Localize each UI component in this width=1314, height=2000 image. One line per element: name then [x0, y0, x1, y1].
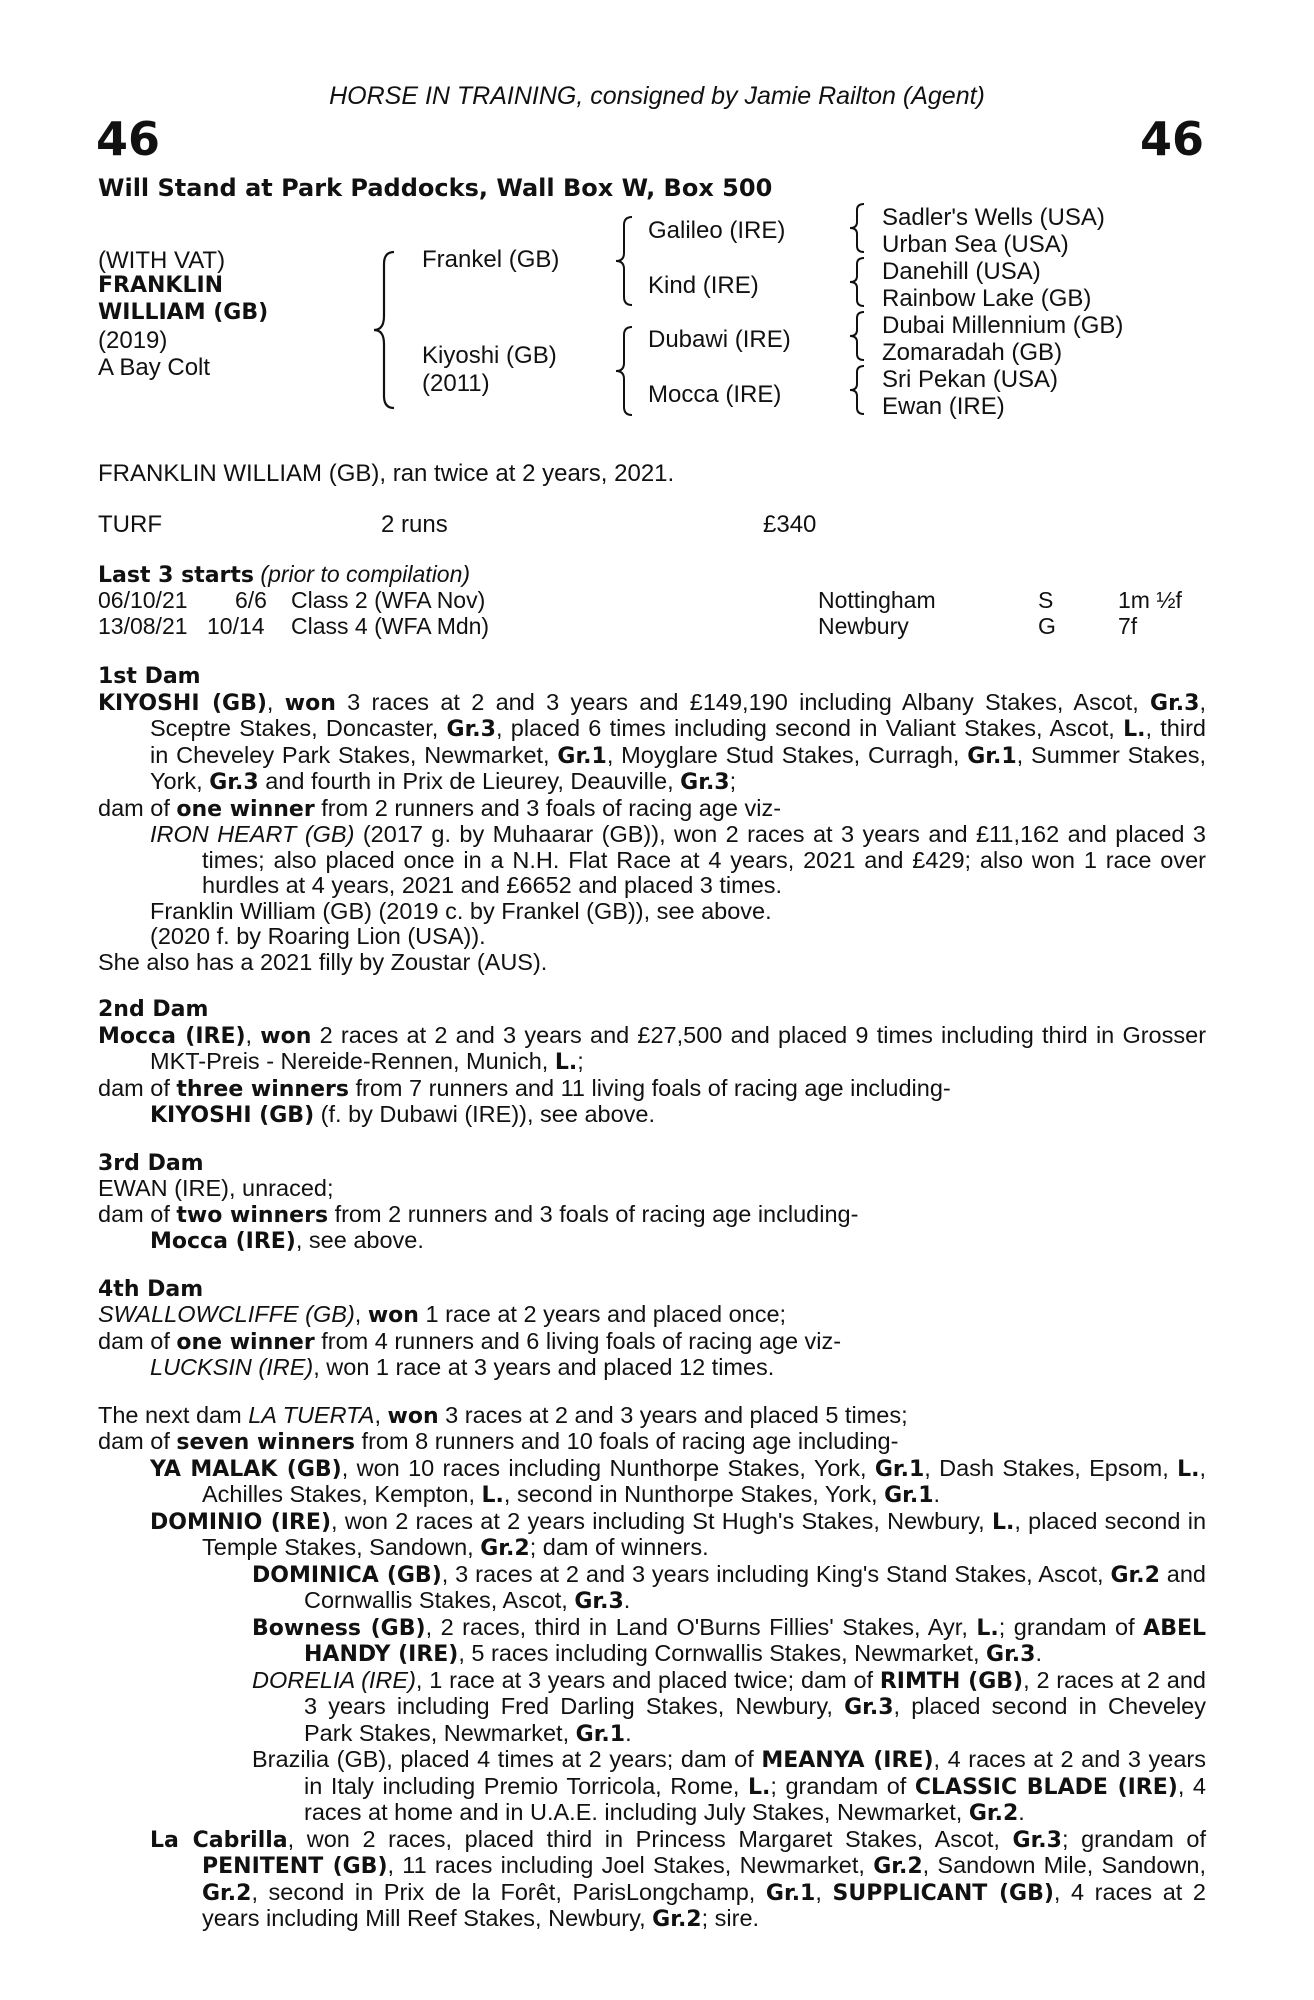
text: , won 2 races at 2 years including St Hugh's Stakes, Newbury,: [331, 1507, 992, 1534]
produce-name: PENITENT (GB): [202, 1854, 388, 1879]
produce-name: Mocca (IRE): [150, 1229, 296, 1254]
produce-name: CLASSIC BLADE (IRE): [914, 1774, 1178, 1800]
text: , Dash Stakes, Epsom,: [924, 1454, 1178, 1481]
dam4-section: [98, 1277, 1206, 1381]
run-row: [98, 588, 1206, 614]
produce-name: LUCKSIN (IRE): [150, 1354, 314, 1380]
text: from 2 runners and 3 foals of racing age including-: [328, 1200, 859, 1227]
text: from 8 runners and 10 foals of racing age including-: [355, 1428, 899, 1454]
winners-count: three winners: [176, 1076, 349, 1102]
text: , placed second in Temple Stakes, Sandown,: [202, 1507, 1207, 1560]
text: and fourth in Prix de Lieurey, Deauville,: [258, 768, 681, 794]
text: , Sceptre Stakes, Doncaster,: [150, 688, 1206, 741]
next-dam-produce-line: [98, 1429, 1206, 1456]
dam3-produce-line: [98, 1202, 1206, 1229]
run-row: [98, 614, 1206, 640]
text: dam of: [98, 1200, 177, 1227]
text: ,: [266, 688, 285, 715]
race-summary: FRANKLIN WILLIAM (GB), ran twice at 2 years, 2021.: [98, 460, 675, 487]
produce-entry: [98, 1615, 1206, 1668]
text: dam of: [98, 1074, 177, 1101]
grade-label: Gr.2: [873, 1854, 923, 1879]
produce-entry: Franklin William (GB) (2019 c. by Frankel (GB)), see above.: [150, 897, 772, 924]
grade-label: Gr.2: [202, 1880, 252, 1906]
text: 2 races at 2 and 3 years and £27,500 and placed 9 times including third in Grosser MKT-Preis - Nereide-Rennen, Munich,: [150, 1021, 1207, 1074]
grade-label: Gr.1: [884, 1483, 934, 1508]
run-course: Newbury: [818, 612, 909, 639]
run-position: 6/6: [235, 587, 267, 613]
text: .: [625, 1719, 632, 1746]
produce-entry: [98, 1509, 1206, 1562]
run-going: S: [1038, 587, 1054, 613]
text: , placed second in Cheveley Park Stakes, Newmarket,: [304, 1693, 1206, 1746]
text: , 2 races, third in Land O'Burns Fillies' Stakes, Ayr,: [425, 1613, 977, 1640]
g3-ancestor-7: Sri Pekan (USA): [882, 366, 1059, 393]
sire-sire: Galileo (IRE): [648, 217, 786, 244]
family-section: [98, 664, 1206, 1933]
run-race: Class 2 (WFA Nov): [291, 587, 486, 613]
text: 3 races at 2 and 3 years and placed 5 times;: [438, 1401, 908, 1428]
pedigree-brace-g3-1: [846, 202, 868, 254]
text: ;: [577, 1048, 584, 1074]
text: , placed 6 times including second in Valiant Stakes, Ascot,: [495, 715, 1124, 741]
pedigree-brace-dam: [612, 325, 636, 417]
winners-count: one winner: [176, 796, 315, 822]
grade-label: Gr.3: [986, 1642, 1036, 1667]
text: , 5 races including Cornwallis Stakes, Newmarket,: [458, 1640, 987, 1666]
horse-name-line2: WILLIAM (GB): [98, 300, 269, 325]
text: , Moyglare Stud Stakes, Curragh,: [606, 741, 968, 768]
text: , won 1 race at 3 years and placed 12 times.: [313, 1354, 775, 1380]
g3-ancestor-8: Ewan (IRE): [882, 393, 1005, 420]
next-dam-name: LA TUERTA: [248, 1401, 375, 1428]
text: , won 2 races, placed third in Princess Margaret Stakes, Ascot,: [287, 1825, 1013, 1852]
dam2-heading: 2nd Dam: [98, 997, 209, 1022]
text: ; grandam of: [998, 1613, 1144, 1640]
consignment-header: HORSE IN TRAINING, consigned by Jamie Railton (Agent): [329, 82, 985, 110]
text: ,: [245, 1021, 261, 1048]
produce-name: SUPPLICANT (GB): [832, 1880, 1054, 1906]
text: , 3 races at 2 and 3 years including King's Stand Stakes, Ascot,: [441, 1560, 1111, 1587]
dam3-record: EWAN (IRE), unraced;: [98, 1175, 334, 1201]
run-race: Class 4 (WFA Mdn): [291, 612, 490, 639]
text: , 11 races including Joel Stakes, Newmarket,: [387, 1852, 874, 1878]
g3-ancestor-3: Danehill (USA): [882, 258, 1041, 285]
text: , 4 races at 2 years including Mill Reef Stakes, Newbury,: [202, 1878, 1206, 1931]
dam-year: (2011): [422, 370, 490, 397]
produce-entry: [98, 1747, 1206, 1827]
text: , 4 races at 2 and 3 years in Italy including Premio Torricola, Rome,: [304, 1746, 1207, 1799]
produce-name: La Cabrilla: [150, 1827, 288, 1853]
last-starts-note: (prior to compilation): [254, 561, 471, 587]
pedigree-brace-g3-2: [846, 256, 868, 308]
g3-ancestor-5: Dubai Millennium (GB): [882, 312, 1124, 339]
lot-number-left: 46: [96, 112, 161, 166]
run-distance: 7f: [1118, 612, 1138, 639]
horse-name-line1: FRANKLIN: [98, 273, 224, 298]
g3-ancestor-2: Urban Sea (USA): [882, 231, 1069, 258]
grade-label: Gr.3: [1150, 690, 1200, 716]
grade-label: L.: [554, 1050, 578, 1075]
produce-entry: [98, 1456, 1206, 1509]
produce-name: ABEL HANDY (IRE): [304, 1615, 1207, 1667]
text: 3 races at 2 and 3 years and £149,190 including Albany Stakes, Ascot,: [335, 688, 1151, 715]
g3-ancestor-1: Sadler's Wells (USA): [882, 204, 1105, 231]
grade-label: Gr.1: [765, 1880, 816, 1906]
grade-label: Gr.2: [968, 1801, 1019, 1826]
dam2-produce-line: [98, 1076, 1206, 1103]
text: , 1 race at 3 years and placed twice; dam of: [415, 1666, 880, 1693]
grade-label: L.: [747, 1774, 771, 1800]
text: , Sandown Mile, Sandown,: [922, 1852, 1206, 1878]
grade-label: Gr.1: [874, 1456, 925, 1482]
grade-label: L.: [1123, 717, 1146, 742]
grade-label: L.: [1177, 1456, 1200, 1482]
dam-dam: Mocca (IRE): [648, 381, 782, 408]
text: dam of: [98, 1428, 177, 1454]
grade-label: Gr.3: [574, 1589, 624, 1614]
text: , second in Nunthorpe Stakes, York,: [503, 1481, 885, 1507]
text: The next dam: [98, 1401, 249, 1428]
dam1-section: [98, 664, 1206, 975]
winners-count: two winners: [176, 1202, 329, 1228]
stand-location: Will Stand at Park Paddocks, Wall Box W, Box 500: [98, 174, 773, 202]
won-label: won: [387, 1403, 439, 1429]
text: , 2 races at 2 and 3 years including Fred Darling Stakes, Newbury,: [304, 1666, 1206, 1719]
produce-name: DOMINIO (IRE): [150, 1509, 332, 1535]
won-label: won: [284, 690, 336, 716]
g3-ancestor-4: Rainbow Lake (GB): [882, 285, 1092, 312]
sire-name: Frankel (GB): [422, 246, 560, 273]
text: dam of: [98, 794, 177, 821]
g3-ancestor-6: Zomaradah (GB): [882, 339, 1063, 366]
produce-entry: [98, 1562, 1206, 1615]
grade-label: Gr.3: [680, 770, 730, 795]
run-date: 13/08/21: [98, 612, 188, 639]
pedigree-brace-main: [370, 250, 400, 410]
text: ; sire.: [701, 1905, 760, 1931]
produce-entry: [98, 1355, 1206, 1381]
run-position: 10/14: [207, 612, 265, 639]
text: ,: [374, 1401, 388, 1428]
dam2-record: [98, 1023, 1206, 1076]
text: ; grandam of: [770, 1772, 915, 1799]
grade-label: Gr.1: [557, 743, 607, 769]
text: ,: [354, 1301, 368, 1327]
text: from 7 runners and 11 living foals of racing age including-: [348, 1074, 951, 1101]
grade-label: Gr.3: [1012, 1827, 1062, 1853]
produce-name: DOMINICA (GB): [252, 1562, 442, 1588]
grade-label: Gr.1: [575, 1721, 626, 1747]
dam-name: Kiyoshi (GB): [422, 342, 557, 369]
grade-label: Gr.3: [844, 1695, 894, 1720]
text: Brazilia (GB), placed 4 times at 2 years; dam of: [252, 1746, 762, 1772]
dam4-heading: 4th Dam: [98, 1276, 204, 1302]
text: and Cornwallis Stakes, Ascot,: [304, 1560, 1206, 1613]
turf-runs: 2 runs: [381, 511, 448, 538]
grade-label: Gr.2: [652, 1907, 702, 1932]
run-distance: 1m ½f: [1118, 587, 1182, 613]
produce-name: KIYOSHI (GB): [150, 1103, 315, 1128]
lot-number-right: 46: [1139, 112, 1204, 166]
text: ;: [729, 768, 737, 794]
produce-name: MEANYA (IRE): [761, 1748, 934, 1773]
dam1-also: She also has a 2021 filly by Zoustar (AUS).: [98, 948, 548, 975]
dam1-heading: 1st Dam: [98, 664, 201, 689]
text: .: [933, 1481, 941, 1507]
won-label: won: [260, 1023, 312, 1049]
dam1-record: [98, 690, 1206, 796]
produce-entry: (2020 f. by Roaring Lion (USA)).: [150, 923, 486, 949]
dam4-record: [98, 1302, 1206, 1329]
text: dam of: [98, 1327, 177, 1354]
dam1-produce-line: [98, 796, 1206, 823]
run-date: 06/10/21: [98, 587, 188, 613]
last-starts-title: Last 3 starts: [98, 563, 255, 588]
grade-label: Gr.2: [480, 1536, 530, 1561]
grade-label: Gr.1: [967, 743, 1017, 769]
text: , 4 races at home and in U.A.E. including July Stakes, Newmarket,: [304, 1772, 1206, 1825]
text: from 4 runners and 6 living foals of racing age viz-: [314, 1327, 842, 1354]
last-starts-heading: [98, 562, 1206, 588]
vat-label: (WITH VAT): [98, 247, 226, 274]
text: , second in Prix de la Forêt, ParisLongchamp,: [251, 1878, 766, 1905]
text: ,: [815, 1878, 833, 1905]
produce-entry: [98, 1827, 1206, 1933]
text: , see above.: [295, 1227, 424, 1253]
won-label: won: [367, 1303, 419, 1328]
next-dam-record: [98, 1403, 1206, 1430]
produce-name: YA MALAK (GB): [150, 1456, 342, 1482]
text: 1 race at 2 years and placed once;: [418, 1301, 787, 1327]
text: (f. by Dubawi (IRE)), see above.: [314, 1101, 656, 1127]
produce-name: Bowness (GB): [252, 1615, 426, 1641]
next-dam-section: [98, 1403, 1206, 1933]
pedigree-brace-g3-3: [846, 310, 868, 362]
horse-description: A Bay Colt: [98, 354, 211, 381]
grade-label: Gr.3: [209, 770, 259, 795]
produce-name: DORELIA (IRE): [252, 1666, 416, 1693]
dam3-section: [98, 1151, 1206, 1255]
grade-label: L.: [481, 1483, 504, 1508]
sire-dam: Kind (IRE): [648, 272, 759, 299]
text: ; dam of winners.: [529, 1534, 709, 1560]
dam-sire: Dubawi (IRE): [648, 326, 791, 353]
text: , Summer Stakes, York,: [150, 741, 1206, 794]
produce-name: IRON HEART (GB): [150, 821, 355, 847]
text: ; grandam of: [1061, 1825, 1206, 1852]
grade-label: Gr.2: [1110, 1562, 1160, 1588]
run-course: Nottingham: [818, 587, 936, 613]
produce-entry: [98, 1228, 1206, 1255]
dam4-produce-line: [98, 1329, 1206, 1356]
text: , Achilles Stakes, Kempton,: [202, 1454, 1207, 1507]
grade-label: L.: [991, 1509, 1015, 1535]
dam2-section: [98, 997, 1206, 1129]
produce-entry: [98, 1102, 1206, 1129]
turf-label: TURF: [98, 511, 162, 538]
text: .: [1035, 1640, 1042, 1666]
grade-label: Gr.3: [446, 717, 496, 742]
produce-name: RIMTH (GB): [879, 1668, 1024, 1694]
dam4-name: SWALLOWCLIFFE (GB): [98, 1301, 355, 1327]
text: , won 10 races including Nunthorpe Stakes, York,: [341, 1454, 875, 1481]
text: .: [623, 1587, 631, 1613]
text: , third in Cheveley Park Stakes, Newmarket,: [150, 715, 1206, 768]
dam3-heading: 3rd Dam: [98, 1150, 204, 1176]
produce-entry: [98, 822, 1206, 899]
dam2-name: Mocca (IRE): [98, 1023, 246, 1049]
dam1-name: KIYOSHI (GB): [98, 690, 267, 716]
turf-earnings: £340: [763, 511, 817, 538]
pedigree-brace-sire: [612, 215, 636, 307]
pedigree-brace-g3-4: [846, 364, 868, 416]
last-starts: [98, 562, 1206, 639]
produce-entry: [98, 1668, 1206, 1748]
text: from 2 runners and 3 foals of racing age viz-: [314, 794, 782, 821]
text: (2017 g. by Muhaarar (GB)), won 2 races at 3 years and £11,162 and placed 3 times; also placed once in a N.H. Flat Race at 4 years, 2021 and £429; also won 1 race over hurdles at 4 years, 2021 and £6652 and placed 3 times.: [202, 821, 1206, 898]
horse-year: (2019): [98, 327, 168, 354]
run-going: G: [1038, 612, 1056, 639]
grade-label: L.: [976, 1615, 999, 1641]
winners-count: seven winners: [176, 1430, 356, 1455]
text: .: [1018, 1799, 1025, 1825]
winners-count: one winner: [176, 1329, 315, 1355]
